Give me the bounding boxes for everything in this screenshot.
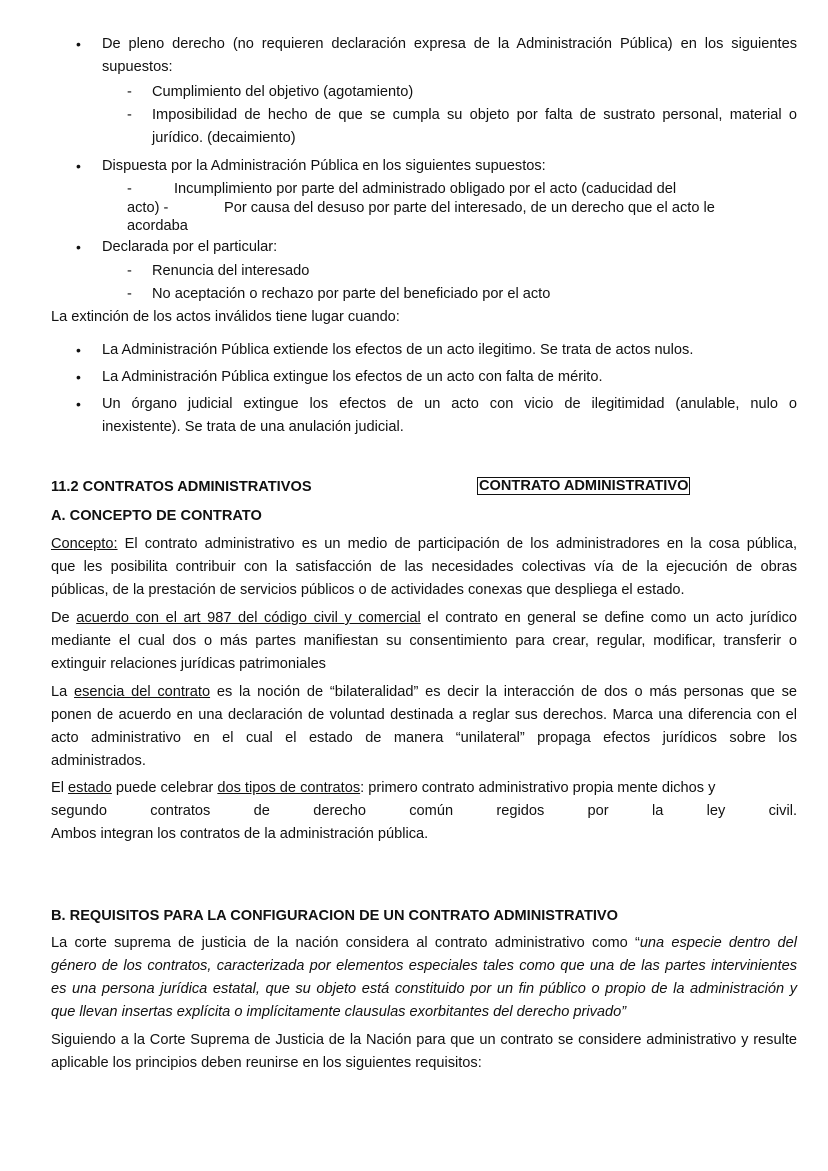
underlined-term: dos tipos de contratos (217, 780, 361, 796)
paragraph-line: que les posibilita contribuir con la satisfacción de las necesidades colectivas vía de la ejecución de obras (51, 559, 797, 575)
paragraph-text: De (51, 610, 77, 626)
paragraph-text: puede celebrar (111, 780, 218, 796)
paragraph-text: La (51, 684, 75, 700)
paragraph-text: El contrato administrativo es un medio de participación de los administradores en la cosa pública, (117, 536, 797, 552)
paragraph-line: Ambos integran los contratos de la administración pública. (51, 826, 429, 842)
sub-item-text: acto) - (127, 200, 169, 216)
paragraph-line: públicas, de la prestación de servicios públicos o de actividades conexas que despliega el estado. (51, 582, 685, 598)
list-item-text: La Administración Pública extingue los efectos de un acto con falta de mérito. (102, 369, 603, 385)
boxed-heading-label: CONTRATO ADMINISTRATIVO (479, 478, 689, 494)
underlined-term: esencia del contrato (74, 684, 211, 700)
underlined-term: acuerdo con el art 987 del código civil y comercial (76, 610, 421, 626)
list-item-text: Un órgano judicial extingue los efectos de un acto con vicio de ilegitimidad (anulable, nulo o (102, 396, 797, 412)
paragraph-line: Siguiendo a la Corte Suprema de Justicia de la Nación para que un contrato se considere administrativo y resulte (51, 1032, 797, 1048)
subsection-title: A. CONCEPTO DE CONTRATO (51, 508, 262, 524)
paragraph-line: administrados. (51, 753, 146, 769)
list-item-text: Declarada por el particular: (102, 239, 278, 255)
sub-item-text: No aceptación o rechazo por parte del beneficiado por el acto (152, 286, 551, 302)
sub-item-text: jurídico. (decaimiento) (152, 130, 296, 146)
bullet-marker: • (76, 239, 81, 255)
sub-item-text: Cumplimiento del objetivo (agotamiento) (152, 84, 414, 100)
sub-item-text: Imposibilidad de hecho de que se cumpla su objeto por falta de sustrato personal, material o (152, 107, 797, 123)
quote-text: una especie dentro del (639, 935, 798, 951)
bullet-marker: • (76, 369, 81, 385)
paragraph-line (51, 682, 797, 702)
dash-marker: - (127, 84, 132, 100)
paragraph-text: : primero contrato administrativo propia mente dichos y (360, 780, 716, 796)
list-item-text: De pleno derecho (no requieren declaración expresa de la Administración Pública) en los siguientes (102, 36, 797, 52)
underlined-term: estado (68, 780, 112, 796)
bullet-marker: • (76, 342, 81, 358)
section-title: 11.2 CONTRATOS ADMINISTRATIVOS (51, 479, 312, 495)
list-item-text: inexistente). Se trata de una anulación judicial. (102, 419, 404, 435)
dash-marker: - (127, 286, 132, 302)
paragraph-text: es la noción de “bilateralidad” es decir la interacción de dos o más personas que se (210, 684, 797, 700)
sub-item-text: acordaba (127, 218, 188, 234)
sub-item-text: Incumplimiento por parte del administrado obligado por el acto (caducidad del (174, 181, 677, 197)
paragraph-line: acto administrativo en el cual el estado de manera “unilateral” propaga efectos jurídicos sobre los (51, 730, 797, 746)
paragraph-line (51, 778, 715, 798)
paragraph-line: mediante el cual dos o más partes manifiestan su consentimiento para crear, regular, modificar, transferir o (51, 633, 797, 649)
quote-line: es una persona jurídica estatal, que su objeto está constituido por un fin público o propio de la administración y (51, 981, 797, 997)
dash-marker: - (127, 263, 132, 279)
list-item-text: La Administración Pública extiende los efectos de un acto ilegitimo. Se trata de actos nulos. (102, 342, 694, 358)
quote-line: que llevan insertas explícita o implícitamente clausulas exorbitantes del derecho privado” (51, 1004, 627, 1020)
paragraph-line (51, 608, 797, 628)
subsection-title: B. REQUISITOS PARA LA CONFIGURACION DE UN CONTRATO ADMINISTRATIVO (51, 908, 618, 924)
paragraph-line (51, 933, 797, 953)
sub-item-text: Por causa del desuso por parte del interesado, de un derecho que el acto le (224, 200, 715, 216)
paragraph-line: ponen de acuerdo en una declaración de voluntad destinada a reglar sus derechos. Marca una diferencia con el (51, 707, 797, 723)
paragraph-line: aplicable los principios deben reunirse en los siguientes requisitos: (51, 1055, 482, 1071)
paragraph-line: segundo contratos de derecho común regidos por la ley civil. (51, 803, 797, 819)
bullet-marker: • (76, 396, 81, 412)
paragraph-text: El (51, 780, 69, 796)
paragraph-text: La corte suprema de justicia de la nación considera al contrato administrativo como “ (51, 935, 640, 951)
paragraph-text: el contrato en general se define como un acto jurídico (420, 610, 798, 626)
paragraph-text: La extinción de los actos inválidos tiene lugar cuando: (51, 309, 400, 325)
quote-line: género de los contratos, caracterizada por elementos especiales tales como que una de las partes intervinientes (51, 958, 797, 974)
paragraph-line (51, 534, 797, 554)
bullet-marker: • (76, 158, 81, 174)
underlined-term: Concepto: (51, 536, 118, 552)
dash-marker: - (127, 107, 132, 123)
boxed-heading (477, 476, 690, 496)
dash-marker: - (127, 181, 132, 197)
list-item-text: Dispuesta por la Administración Pública en los siguientes supuestos: (102, 158, 546, 174)
bullet-marker: • (76, 36, 81, 52)
list-item-text: supuestos: (102, 59, 173, 75)
sub-item-text: Renuncia del interesado (152, 263, 310, 279)
paragraph-line: extinguir relaciones jurídicas patrimoniales (51, 656, 326, 672)
